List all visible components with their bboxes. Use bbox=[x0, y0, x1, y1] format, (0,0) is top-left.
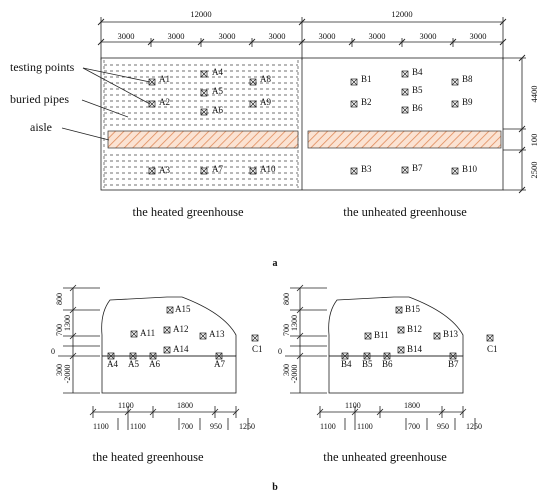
callout-buried-pipes: buried pipes bbox=[10, 92, 69, 106]
hdim-label: 1250 bbox=[466, 422, 482, 431]
point-label: A6 bbox=[212, 105, 223, 115]
point-label: B11 bbox=[374, 330, 389, 340]
right-dim-100: 100 bbox=[529, 133, 539, 147]
total-dim-left: 12000 bbox=[190, 9, 212, 19]
hdim-label: 1100 bbox=[320, 422, 336, 431]
point-label: A1 bbox=[159, 74, 170, 84]
span-dim: 3000 bbox=[419, 31, 437, 41]
point-label: A9 bbox=[260, 97, 271, 107]
point-label: B7 bbox=[412, 163, 423, 173]
aisle-unheated bbox=[308, 131, 501, 148]
hdim-label: 1100 bbox=[118, 401, 134, 410]
unheated-test-points bbox=[351, 67, 478, 174]
point-label: C1 bbox=[487, 344, 498, 354]
point-label: B1 bbox=[361, 74, 372, 84]
hdim-label: 1100 bbox=[93, 422, 109, 431]
right-dim-4400: 4400 bbox=[529, 85, 539, 103]
span-dim: 3000 bbox=[368, 31, 386, 41]
vdim-label: 1300 bbox=[290, 315, 299, 331]
hdim-label: 1800 bbox=[404, 401, 420, 410]
hdim-label: 700 bbox=[408, 422, 420, 431]
point-label: B15 bbox=[405, 304, 421, 314]
panel-label-b: b bbox=[272, 482, 278, 493]
hdim-label: 1100 bbox=[357, 422, 373, 431]
hdim-label: 1800 bbox=[177, 401, 193, 410]
point-label: A4 bbox=[212, 67, 223, 77]
vdim-label: 700 bbox=[55, 324, 64, 336]
right-dim-2500: 2500 bbox=[529, 161, 539, 179]
point-label: B5 bbox=[362, 359, 373, 369]
zero-label: 0 bbox=[278, 347, 282, 356]
hdim-label: 700 bbox=[181, 422, 193, 431]
point-label: A3 bbox=[159, 165, 170, 175]
span-dim: 3000 bbox=[218, 31, 236, 41]
callout-testing-points: testing points bbox=[10, 60, 75, 74]
vdim-label: -2000 bbox=[290, 364, 299, 384]
point-label: A4 bbox=[107, 359, 118, 369]
span-dim: 3000 bbox=[469, 31, 487, 41]
point-label: B13 bbox=[443, 329, 459, 339]
vdim-label: 1300 bbox=[63, 315, 72, 331]
caption-unheated-b: the unheated greenhouse bbox=[323, 450, 447, 464]
point-label: B14 bbox=[407, 344, 423, 354]
point-label: B8 bbox=[462, 74, 473, 84]
point-label: A5 bbox=[128, 359, 139, 369]
point-label: B6 bbox=[382, 359, 393, 369]
point-label: B2 bbox=[361, 97, 372, 107]
vdim-label: 800 bbox=[55, 293, 64, 305]
point-label: B6 bbox=[412, 103, 423, 113]
section-heated bbox=[51, 285, 263, 464]
point-label: A7 bbox=[212, 164, 223, 174]
total-dim-right: 12000 bbox=[391, 9, 413, 19]
span-dim: 3000 bbox=[167, 31, 185, 41]
point-label: A10 bbox=[260, 164, 276, 174]
vdim-label: 800 bbox=[282, 293, 291, 305]
hdim-label: 1100 bbox=[345, 401, 361, 410]
caption-unheated-a: the unheated greenhouse bbox=[343, 205, 467, 219]
point-label: B4 bbox=[341, 359, 352, 369]
span-dim: 3000 bbox=[318, 31, 336, 41]
point-label: A2 bbox=[159, 97, 170, 107]
span-dim: 3000 bbox=[117, 31, 135, 41]
section-unheated bbox=[278, 285, 498, 464]
point-label: A13 bbox=[209, 329, 225, 339]
caption-heated-a: the heated greenhouse bbox=[132, 205, 244, 219]
point-label: A8 bbox=[260, 74, 271, 84]
point-label: B7 bbox=[448, 359, 459, 369]
point-label: B3 bbox=[361, 164, 372, 174]
point-label: A14 bbox=[173, 344, 189, 354]
point-label: B4 bbox=[412, 67, 423, 77]
point-label: A12 bbox=[173, 324, 189, 334]
point-label: B10 bbox=[462, 164, 478, 174]
vdim-label: 300 bbox=[282, 364, 291, 376]
panel-label-a: a bbox=[272, 258, 278, 269]
zero-label: 0 bbox=[51, 347, 55, 356]
hdim-label: 1250 bbox=[239, 422, 255, 431]
point-label: A15 bbox=[175, 304, 191, 314]
callout-aisle: aisle bbox=[30, 120, 52, 134]
vdim-label: 700 bbox=[282, 324, 291, 336]
span-dim: 3000 bbox=[268, 31, 286, 41]
point-label: B12 bbox=[407, 324, 423, 334]
hdim-label: 950 bbox=[437, 422, 449, 431]
point-label: A7 bbox=[214, 359, 225, 369]
point-label: A5 bbox=[212, 86, 223, 96]
vdim-label: -2000 bbox=[63, 364, 72, 384]
caption-heated-b: the heated greenhouse bbox=[92, 450, 204, 464]
hdim-label: 950 bbox=[210, 422, 222, 431]
vdim-label: 300 bbox=[55, 364, 64, 376]
point-label: A6 bbox=[149, 359, 160, 369]
callout-leaders bbox=[62, 68, 150, 140]
hdim-label: 1100 bbox=[130, 422, 146, 431]
point-label: B5 bbox=[412, 85, 423, 95]
aisle-heated bbox=[108, 131, 298, 148]
point-label: A11 bbox=[140, 328, 156, 338]
point-label: B9 bbox=[462, 97, 473, 107]
point-label: C1 bbox=[252, 344, 263, 354]
